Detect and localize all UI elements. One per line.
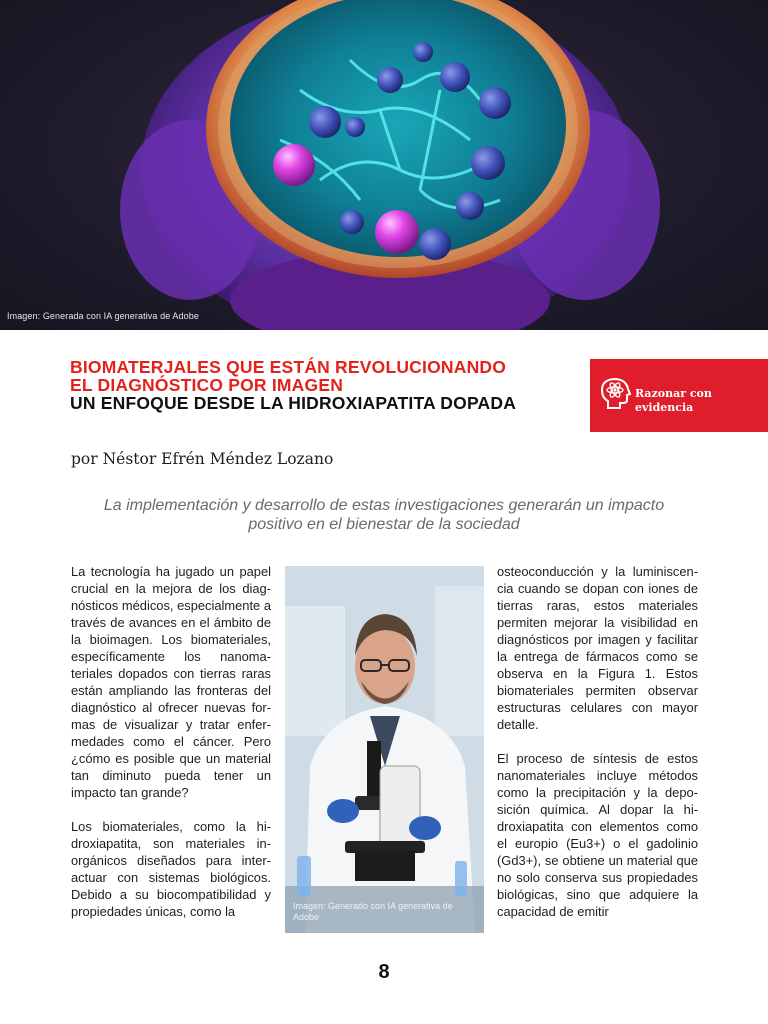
badge-label-line-2: evidencia <box>635 401 694 414</box>
head-atom-icon <box>598 375 634 411</box>
subtitle-line: UN ENFOQUE DESDE LA HIDROXIAPATITA DOPADA <box>70 393 517 413</box>
badge-label-line-1: Razonar con <box>635 387 712 400</box>
page-number: 8 <box>378 961 390 983</box>
paragraph: osteoconducción y la luminiscencia cuando se dopan con iones de tierras raras, estos materiales permiten mejorar la visibilidad en diagnósticos por imagen y facilitar la entrega de fármacos como se observa en la Figura 1. Estos biomateriales permiten observar estructuras celulares con mayor detalle. <box>497 564 698 732</box>
photo-credit: Imagen: Generado con IA generativa de Adobe <box>293 901 453 922</box>
right-column <box>497 563 698 937</box>
title-line-2: EL DIAGNÓSTICO POR IMAGEN <box>70 375 344 395</box>
lead-line-2: positivo en el bienestar de la sociedad <box>248 516 520 533</box>
cell-illustration <box>0 0 768 330</box>
badge-label <box>635 387 760 415</box>
hero-image-credit: Imagen: Generada con IA generativa de Adobe <box>7 311 199 321</box>
lead-line-1: La implementación y desarrollo de estas investigaciones generarán un impacto <box>103 497 665 514</box>
scientist-microscope-illustration <box>285 566 484 933</box>
title-line-1: BIOMATERJALES QUE ESTÁN REVOLUCIONANDO <box>70 357 507 377</box>
paragraph: El proceso de síntesis de estos nanomateriales incluye métodos como la precipitación y la deposición química. Al dopar la hidroxiapatita con elementos como el europio (Eu3+) o el gadolinio (Gd3+), se obtiene un material que no solo conserva sus propiedades biológicas, sino que adquiere la capacidad de emitir <box>497 751 698 919</box>
article-title <box>70 358 570 412</box>
lead-quote <box>70 496 698 534</box>
left-column <box>71 563 271 937</box>
paragraph: Los biomateriales, como la hidroxiapatita, son materiales inorgánicos diseñados para interactuar con sistemas biológicos. Debido a su biocompatibilidad y propiedades únicas, como la <box>71 819 271 919</box>
paragraph: La tecnología ha jugado un papel crucial en la mejora de los diagnósticos médicos, especialmente a través de avances en el ámbito de la bioimagen. Los biomateriales, específicamente los nanomateriales dopados con tierras raras están ampliando las fronteras del diagnóstico al ofrecer nuevas formas de visualizar y tratar enfermedades como el cáncer. Pero ¿cómo es posible que un material tan diminuto pueda tener un impacto tan grande? <box>71 564 271 800</box>
scientist-photo <box>285 566 484 933</box>
author-byline: por Néstor Efrén Méndez Lozano <box>71 450 334 468</box>
hero-image <box>0 0 768 330</box>
section-badge <box>590 359 768 432</box>
